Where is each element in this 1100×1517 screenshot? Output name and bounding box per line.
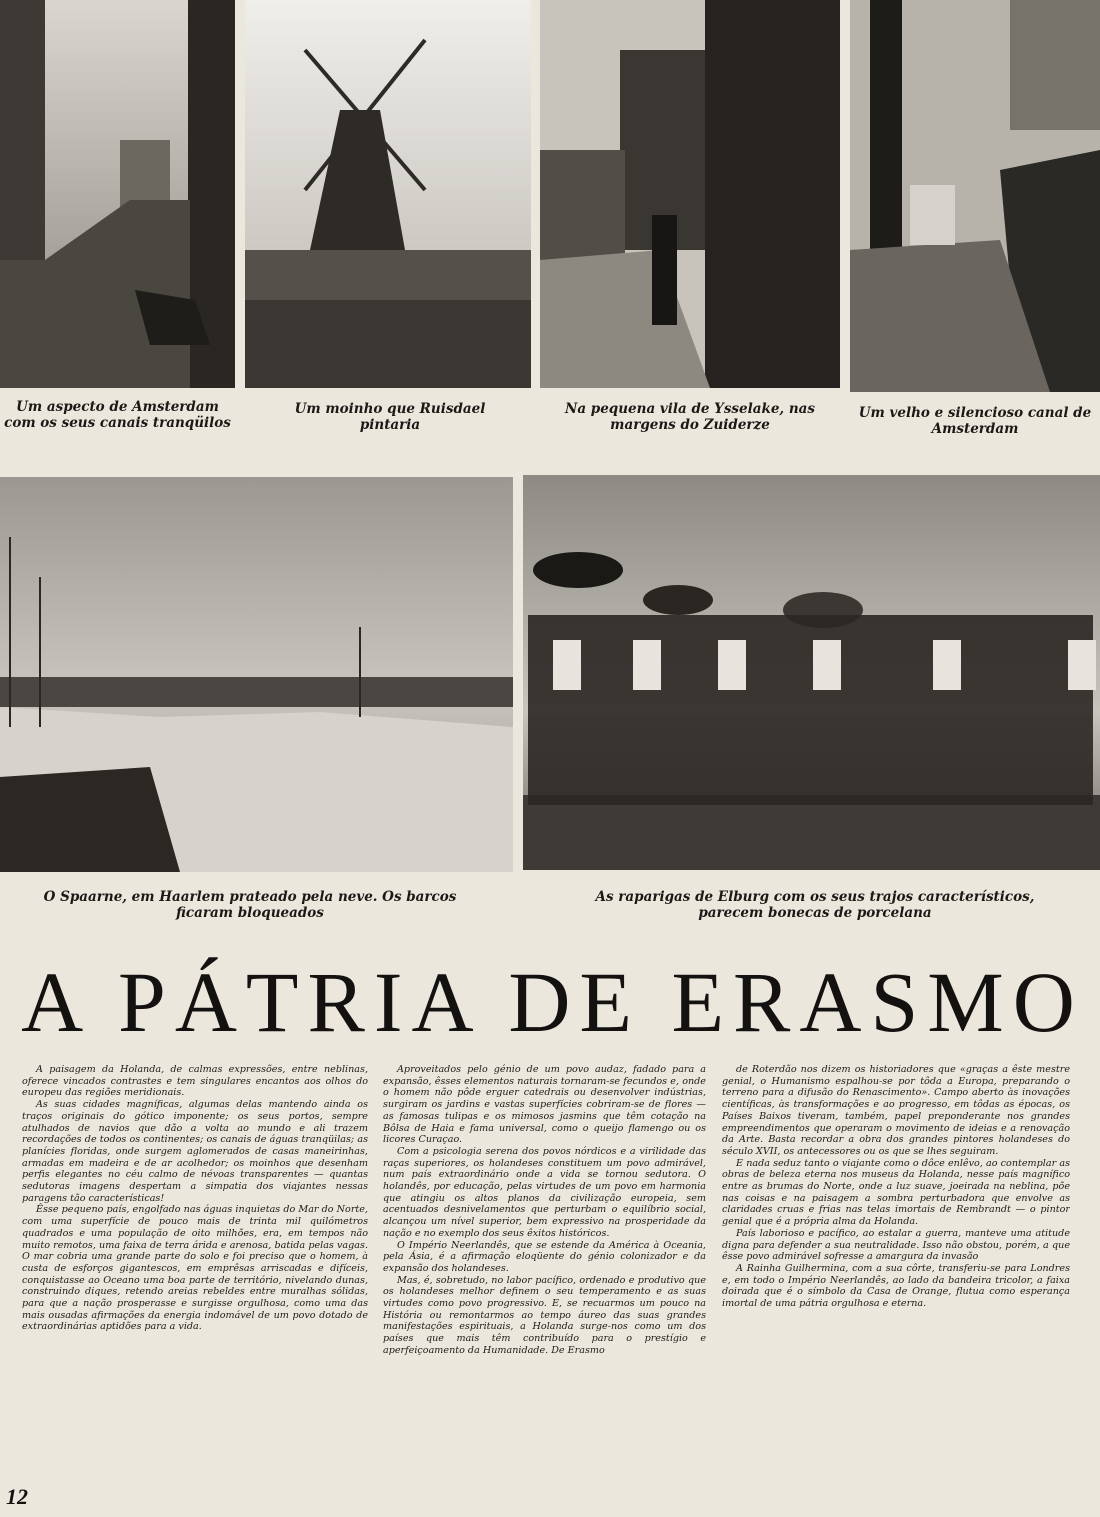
- paragraph: Aproveitados pelo génio de um povo audaz, fadado para a expansão, êsses elementos naturais tornaram-se fecundos e, onde o homem não pôde erguer catedrais ou desenvolver indústrias, surgiram os jardins e vastas superfícies cobriram-se de flores — as famosas tulipas e os mimosos jasmins que têm cotação na Bôlsa de Haia e fama universal, como o queijo flamengo ou os licores Curaçao.: [383, 1064, 706, 1146]
- caption-amsterdam-canal: Um aspecto de Amsterdam com os seus canais tranqüilos: [4, 399, 231, 431]
- paragraph: As suas cidades magníficas, algumas delas mantendo ainda os traços originais do gótico imponente; os seus portos, sempre atulhados de navios que dão a volta ao mundo e ali trazem recordações de todos os continentes; os canais de águas tranqüilas; as planícies floridas, onde surgem aglomerados de casas maneirinhas, armadas em madeira e de ar acolhedor; os moinhos que desenham perfis elegantes no céu calmo de névoas transparentes — quantas sedutoras imagens despertam a simpatia dos viajantes nessas paragens tão características!: [22, 1099, 368, 1204]
- caption-ysselake-village: Na pequena vila de Ysselake, nas margens do Zuiderze: [564, 401, 815, 433]
- paragraph: de Roterdão nos dizem os historiadores que «graças a êste mestre genial, o Humanismo espalhou-se por tôda a Europa, preparando o terreno para a difusão do Renascimento». Campo aberto às inovações científicas, às transformações e ao progresso, em tôdas as épocas, os Países Baixos tiveram, também, papel preponderante nos grandes empreendimentos que operaram o movimento de ideias e a renovação da Arte. Basta recordar a obra dos grandes pintores holandeses do século XVII, os antecessores ou os que se lhes seguiram.: [722, 1064, 1070, 1157]
- paragraph: A paisagem da Holanda, de calmas expressões, entre neblinas, oferece vincados contrastes e tem singulares encantos aos olhos do europeu das regiões meridionais.: [22, 1064, 368, 1099]
- article-title: A PÁTRIA DE ERASMO: [21, 954, 1084, 1050]
- article-column-2: [383, 1064, 706, 1482]
- photo-spaarne-haarlem: [0, 477, 513, 872]
- caption-spaarne-haarlem: O Spaarne, em Haarlem prateado pela neve. Os barcos ficaram bloqueados: [43, 889, 457, 921]
- photo-old-canal-amsterdam: [850, 0, 1100, 392]
- photo-amsterdam-canal: [0, 0, 235, 388]
- caption-old-canal-amsterdam: Um velho e silencioso canal de Amsterdam: [858, 405, 1092, 437]
- photo-ysselake-village: [540, 0, 840, 388]
- article-column-3: [722, 1064, 1070, 1482]
- caption-windmill: Um moinho que Ruisdael pintaria: [294, 401, 486, 433]
- paragraph: A Rainha Guilhermina, com a sua côrte, transferiu-se para Londres e, em todo o Império Neerlandês, ao lado da bandeira tricolor, a faixa doirada que é o símbolo da Casa de Orange, flutua como esperança imortal de uma pátria orgulhosa e eterna.: [722, 1262, 1070, 1310]
- paragraph: Com a psicologia serena dos povos nórdicos e a virilidade das raças superiores, os holandeses constituem um povo admirável, num país extraordinário onde a vida se tornou sedutora. O holandês, por educação, pelas virtudes de um povo em harmonia que atingiu os altos planos da civilização europeia, sem acentuados desnivelamentos que perturbam o equilíbrio social, alcançou um nível superior, bem expressivo na prosperidade da nação e no exemplo dos seus êxitos históricos.: [383, 1145, 706, 1239]
- paragraph: Mas, é, sobretudo, no labor pacífico, ordenado e produtivo que os holandeses melhor definem o seu temperamento e as suas virtudes como povo progressivo. E, se recuarmos um pouco na História ou remontarmos ao tempo áureo das suas grandes manifestações espirituais, a Holanda surge-nos como um dos países que mais têm contribuído para o prestígio e aperfeiçoamento da Humanidade. De Erasmo: [383, 1274, 706, 1356]
- page-number: 12: [6, 1484, 28, 1509]
- paragraph: Êsse pequeno país, engolfado nas águas inquietas do Mar do Norte, com uma superfície de pouco mais de trinta mil quilómetros quadrados e uma população de oito milhões, era, em tempos não muito remotos, uma faixa de terra árida e arenosa, batida pelas vagas. O mar cobria uma grande parte do solo e foi preciso que o homem, à custa de esforços gigantescos, em emprêsas arriscadas e difíceis, conquistasse ao Oceano uma boa parte de território, nivelando dunas, construindo diques, retendo areias rebeldes entre muralhas sólidas, para que a nação prosperasse e surgisse orgulhosa, como uma das mais ousadas afirmações da energia indomável de um povo dotado de extraordinárias aptidões para a vida.: [22, 1204, 368, 1333]
- article-column-1: [22, 1064, 368, 1482]
- photo-windmill: [245, 0, 531, 388]
- caption-elburg-girls: As raparigas de Elburg com os seus trajos característicos, parecem bonecas de porcelana: [595, 889, 1035, 921]
- paragraph: E nada seduz tanto o viajante como o dôce enlêvo, ao contemplar as obras de beleza eterna nos museus da Holanda, nesse país magnífico entre as brumas do Norte, onde a luz suave, joeirada na neblina, põe nas coisas e na paisagem a sombra perturbadora que envolve as claridades cruas e frias nas telas imortais de Rembrandt — o pintor genial que é a própria alma da Holanda.: [722, 1157, 1070, 1228]
- photo-elburg-girls: [523, 475, 1100, 870]
- paragraph: País laborioso e pacífico, ao estalar a guerra, manteve uma atitude digna para defender a sua neutralidade. Isso não obstou, porém, a que êsse povo admirável sofresse a amargura da invasão: [722, 1227, 1070, 1263]
- paragraph: O Império Neerlandês, que se estende da América à Oceania, pela Ásia, é a afirmação eloqüente do génio colonizador e da expansão dos holandeses.: [383, 1239, 706, 1274]
